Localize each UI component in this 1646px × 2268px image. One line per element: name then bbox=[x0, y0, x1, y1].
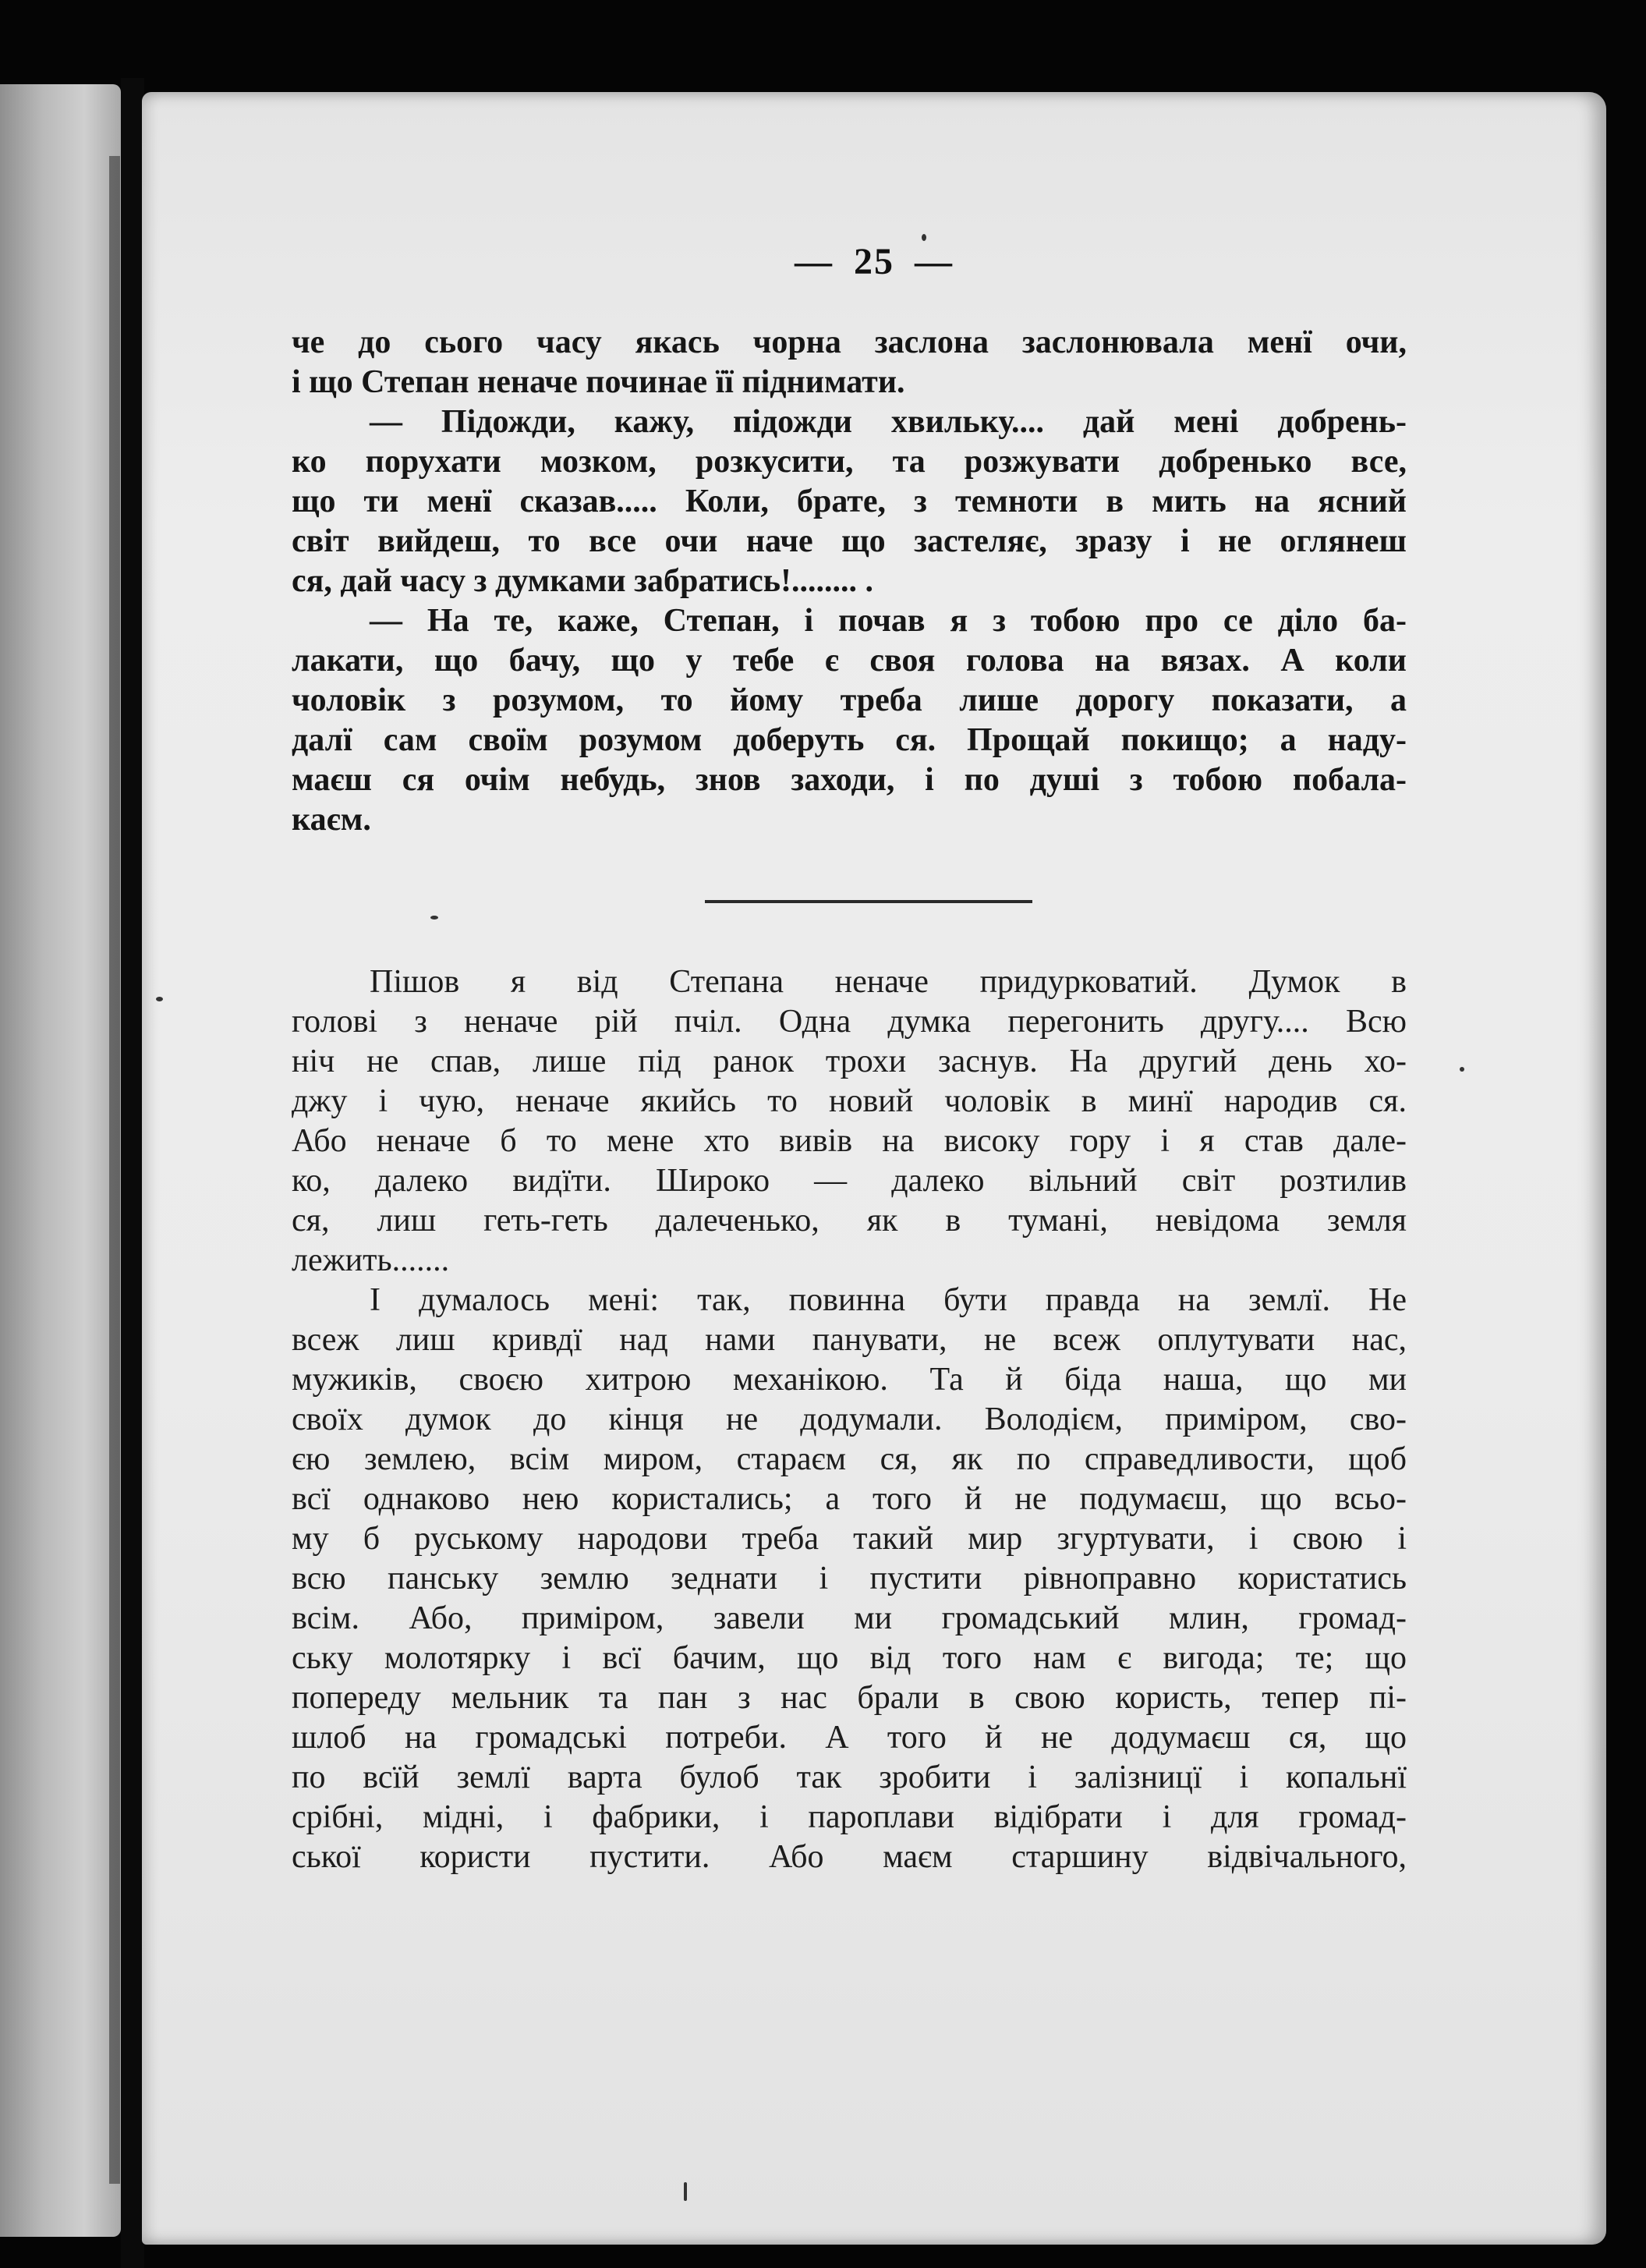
paragraph bbox=[292, 402, 1407, 601]
text-line: всеж лиш кривдї над нами панувати, не всеж оплутувати нас, bbox=[292, 1322, 1407, 1358]
text-line: і що Степан неначе починае її піднимати. bbox=[292, 364, 905, 400]
text-section-2 bbox=[292, 962, 1407, 1877]
paragraph bbox=[292, 962, 1407, 1281]
left-page-edge bbox=[0, 84, 121, 2237]
text-line: ську молотярку і всї бачим, що від того нам є вигода; те; що bbox=[292, 1640, 1407, 1676]
text-line: Або неначе б то мене хто вивів на високу гору і я став дале- bbox=[292, 1123, 1407, 1159]
text-line: що ти менї сказав..... Коли, брате, з темноти в мить на ясний bbox=[292, 484, 1407, 519]
text-line: лакати, що бачу, що у тебе є своя голова на вязах. А коли bbox=[292, 643, 1407, 679]
book-page bbox=[142, 92, 1606, 2245]
text-line: далї сам своїм розумом доберуть ся. Прощай покищо; а наду- bbox=[292, 722, 1407, 758]
scan-speck bbox=[684, 2182, 687, 2201]
page-number-dash-left: — bbox=[795, 241, 834, 282]
text-line: мужиків, своєю хитрою механікою. Та й біда наша, що ми bbox=[292, 1362, 1407, 1398]
text-line: ся, лиш геть-геть далеченько, як в тумані, невідома земля bbox=[292, 1203, 1407, 1239]
text-line: ко, далеко видїти. Широко — далеко вільний світ розтилив bbox=[292, 1163, 1407, 1199]
text-line: му б руському народови треба такий мир згуртувати, і свою і bbox=[292, 1521, 1407, 1557]
text-line: своїх думок до кінця не додумали. Володієм, приміром, сво- bbox=[292, 1402, 1407, 1437]
text-line: попереду мельник та пан з нас брали в свою користь, тепер пі- bbox=[292, 1680, 1407, 1716]
paragraph bbox=[292, 1281, 1407, 1877]
scan-speck bbox=[922, 234, 926, 241]
scan-speck bbox=[156, 997, 163, 1001]
scan-speck bbox=[1460, 1067, 1464, 1072]
text-line: єю землею, всім миром, стараєм ся, як по справедливости, щоб bbox=[292, 1441, 1407, 1477]
text-line: ся, дай часу з думками забратись!........ . bbox=[292, 563, 873, 599]
text-line: голові з неначе рій пчіл. Одна думка перегонить другу.... Всю bbox=[292, 1004, 1407, 1040]
paragraph bbox=[292, 323, 1407, 402]
text-line: — Підожди, кажу, підожди хвильку.... дай мені добрень- bbox=[370, 404, 1407, 440]
book-gutter bbox=[121, 78, 144, 2268]
text-line: ніч не спав, лише під ранок трохи заснув. На другий день хо- bbox=[292, 1044, 1407, 1079]
text-line: чоловік з розумом, то йому треба лише дорогу показати, а bbox=[292, 682, 1407, 718]
text-line: джу і чую, неначе якийсь то новий чоловік в минї народив ся. bbox=[292, 1083, 1407, 1119]
text-line: шлоб на громадські потреби. А того й не додумаєш ся, що bbox=[292, 1720, 1407, 1756]
paragraph bbox=[292, 601, 1407, 840]
text-line: маєш ся очім небудь, знов заходи, і по душі з тобою побала- bbox=[292, 762, 1407, 798]
text-line: І думалось мені: так, повинна бути правда на землї. Не bbox=[370, 1282, 1407, 1318]
text-line: — На те, каже, Степан, і почав я з тобою про се діло ба- bbox=[370, 603, 1407, 639]
text-line: ко порухати мозком, розкусити, та розжувати добренько все, bbox=[292, 444, 1407, 480]
text-line: всім. Або, приміром, завели ми громадський млин, громад- bbox=[292, 1600, 1407, 1636]
text-line: по всїй землї варта булоб так зробити і залізницї і копальнї bbox=[292, 1759, 1407, 1795]
text-line: всї однаково нею користались; а того й не подумаєш, що всьо- bbox=[292, 1481, 1407, 1517]
scan-speck bbox=[430, 916, 438, 920]
text-line: ської користи пустити. Або маєм старшину відвічального, bbox=[292, 1839, 1407, 1875]
text-line: світ вийдеш, то все очи наче що застеляє, зразу і не оглянеш bbox=[292, 523, 1407, 559]
text-line: всю панську землю зеднати і пустити рівноправно користатись bbox=[292, 1561, 1407, 1596]
page-number bbox=[142, 240, 1606, 283]
text-line: че до сього часу якась чорна заслона заслонювала менї очи, bbox=[292, 324, 1407, 360]
page-number-dash-right: — bbox=[915, 241, 954, 282]
text-section-1 bbox=[292, 323, 1407, 840]
text-line: лежить....... bbox=[292, 1242, 450, 1278]
section-divider bbox=[705, 900, 1032, 903]
page-number-value: 25 bbox=[854, 241, 894, 282]
text-line: каєм. bbox=[292, 802, 371, 838]
text-line: срібні, мідні, і фабрики, і пароплави відібрати і для громад- bbox=[292, 1799, 1407, 1835]
text-line: Пішов я від Степана неначе придурковатий. Думок в bbox=[370, 964, 1407, 1000]
left-page-shadow bbox=[109, 156, 120, 2184]
